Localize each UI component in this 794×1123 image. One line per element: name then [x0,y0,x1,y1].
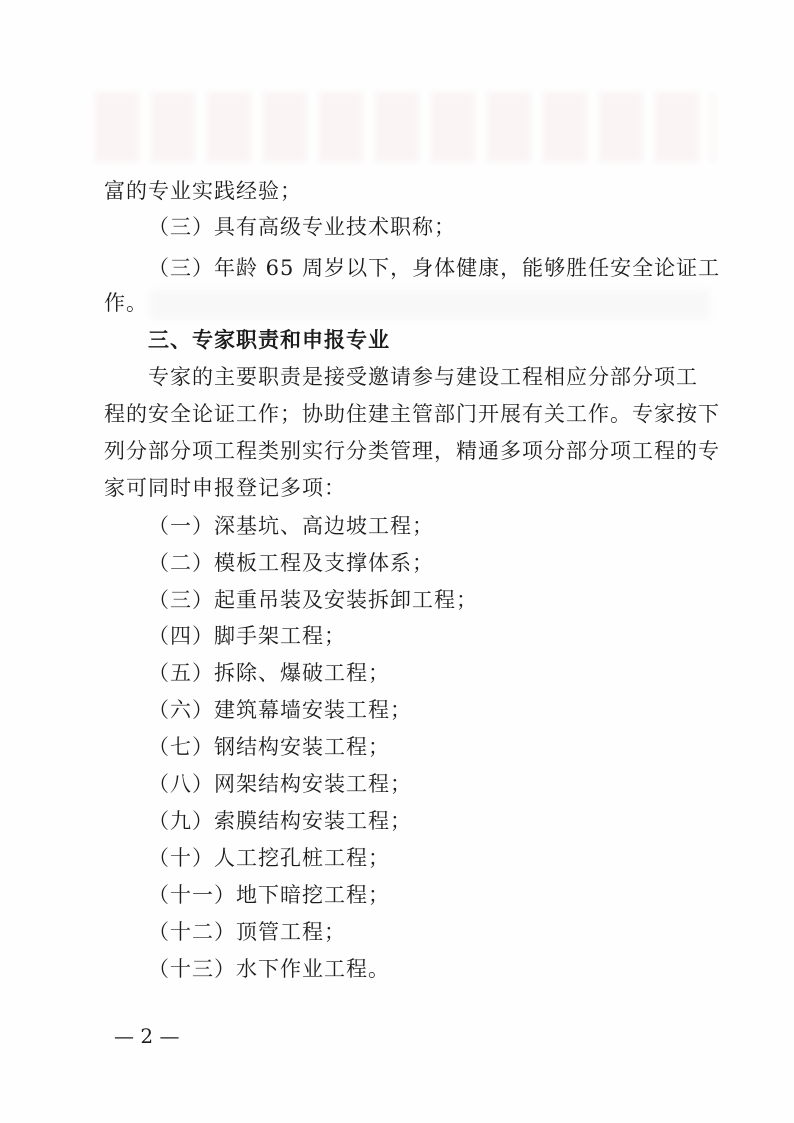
list-item-11: （十一）地下暗挖工程； [148,883,390,907]
text-line-3: （三）年龄 65 周岁以下，身体健康，能够胜任安全论证工 [148,256,721,280]
list-item-13: （十三）水下作业工程。 [148,957,390,981]
list-item-9: （九）索膜结构安装工程； [148,809,412,833]
text-line-6: 专家的主要职责是接受邀请参与建设工程相应分部分项工 [148,365,698,389]
text-line-1: 富的专业实践经验； [104,179,302,203]
list-item-2: （二）模板工程及支撑体系； [148,551,434,575]
list-item-7: （七）钢结构安装工程； [148,735,390,759]
list-item-12: （十二）顶管工程； [148,920,346,944]
list-item-8: （八）网架结构安装工程； [148,772,412,796]
list-item-1: （一）深基坑、高边坡工程； [148,514,434,538]
reverse-side-bleed-through-lower [150,290,710,320]
list-item-4: （四）脚手架工程； [148,624,346,648]
page-number: — 2 — [114,1024,180,1048]
list-item-6: （六）建筑幕墙安装工程； [148,698,412,722]
text-line-9: 家可同时申报登记多项： [104,476,346,500]
section-heading: 三、专家职责和申报专业 [148,328,390,352]
text-line-7: 程的安全论证工作；协助住建主管部门开展有关工作。专家按下 [104,402,720,426]
text-line-2: （三）具有高级专业技术职称； [148,215,456,239]
list-item-3: （三）起重吊装及安装拆卸工程； [148,588,478,612]
text-line-4: 作。 [104,291,148,315]
list-item-10: （十）人工挖孔桩工程； [148,846,390,870]
list-item-5: （五）拆除、爆破工程； [148,661,390,685]
reverse-side-bleed-through [95,92,715,162]
text-line-8: 列分部分项工程类别实行分类管理，精通多项分部分项工程的专 [104,439,720,463]
